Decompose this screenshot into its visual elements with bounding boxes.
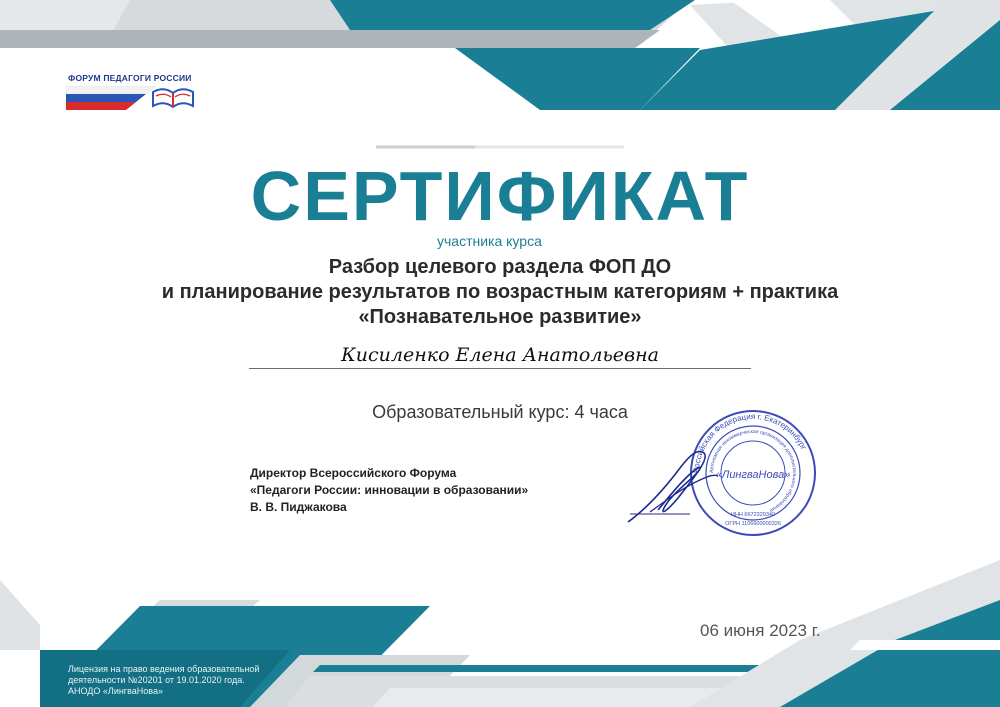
signature: [620, 440, 730, 530]
recipient-underline: [249, 368, 751, 369]
signatory-line-3: В. В. Пиджакова: [250, 500, 347, 514]
top-teal-stripe: [330, 0, 695, 30]
course-line-2: и планирование результатов по возрастным категориям + практика: [161, 281, 839, 303]
signatory-line-2: «Педагоги России: инновации в образовании»: [250, 483, 529, 497]
recipient-name: Кисиленко Елена Анатольевна: [341, 344, 659, 366]
course-hours: Образовательный курс: 4 часа: [372, 402, 628, 422]
certificate-title: СЕРТИФИКАТ: [250, 157, 750, 235]
stamp-center: «ЛингваНова»: [715, 469, 791, 481]
license-line-2: деятельности №20201 от 19.01.2020 года.: [68, 675, 245, 685]
signatory-line-1: Директор Всероссийского Форума: [250, 466, 457, 480]
top-thin-stripe: [0, 30, 660, 48]
stamp-outer-text: Российская Федерация г. Екатеринбург: [691, 411, 809, 474]
bottom-white-cut: [0, 650, 40, 707]
stamp-ogrn: ОГРН 1106600000326: [725, 521, 781, 527]
bottom-right-cut: [850, 640, 1000, 650]
course-line-1: Разбор целевого раздела ФОП ДО: [328, 256, 672, 278]
stamp-inn: ИНН 6672329340: [730, 512, 776, 518]
stamp-inner-text: Автономная некоммерческая организация дополнительного образования: [708, 428, 798, 514]
license-line-3: АНОДО «ЛингваНова»: [68, 686, 163, 696]
course-line-3: «Познавательное развитие»: [358, 306, 642, 328]
issue-date: 06 июня 2023 г.: [700, 621, 821, 640]
license-line-1: Лицензия на право ведения образовательной: [68, 664, 260, 674]
logo-book-icon: [150, 84, 196, 110]
certificate-subtitle: участника курса: [437, 233, 542, 249]
logo-text: ФОРУМ ПЕДАГОГИ РОССИИ: [68, 73, 192, 83]
